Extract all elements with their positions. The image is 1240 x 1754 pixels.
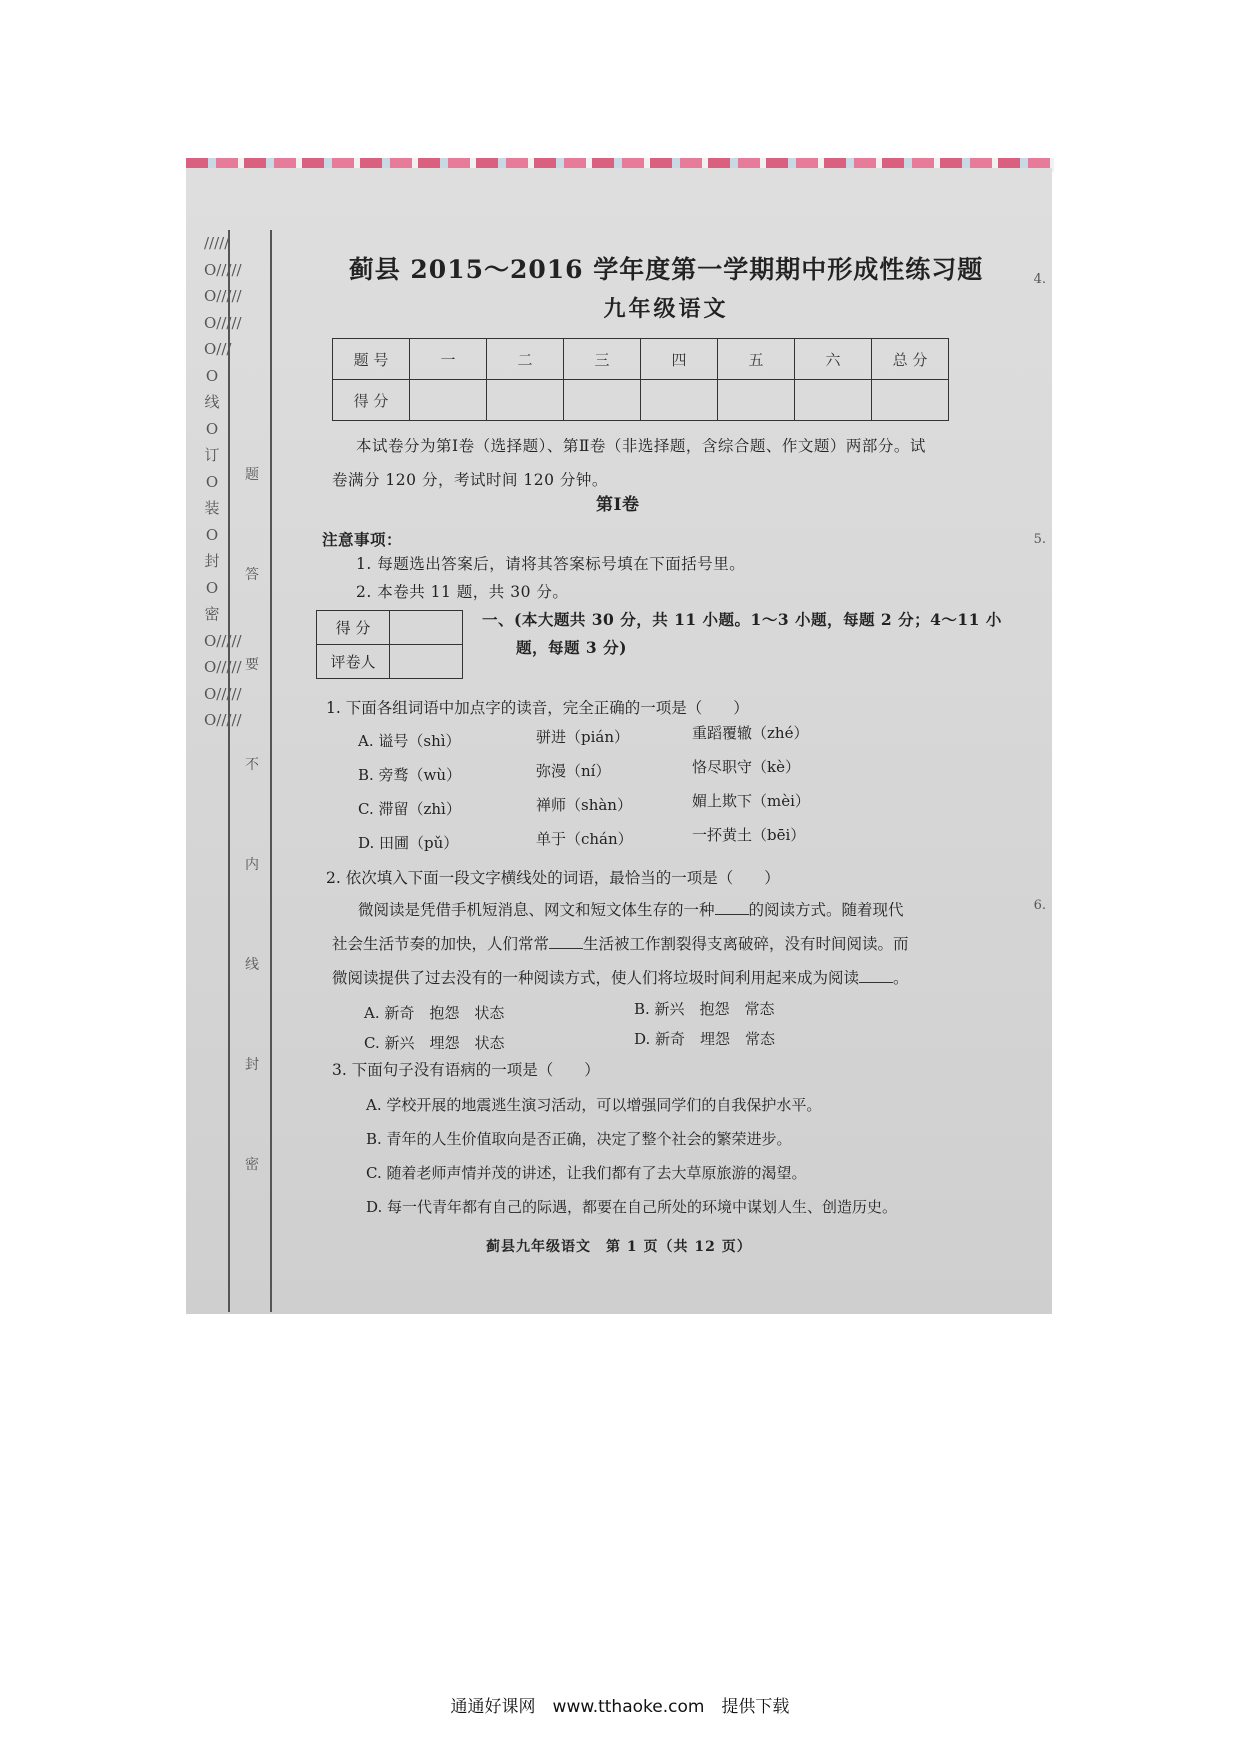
q1-option-a1: A. 谥号（shì） bbox=[358, 732, 461, 750]
part-one-header-line-2: 题，每题 3 分) bbox=[516, 638, 627, 657]
exam-title: 蓟县 2015～2016 学年度第一学期期中形成性练习题 bbox=[348, 255, 984, 284]
inner-seal-label-8: 密 bbox=[245, 1157, 259, 1173]
site-footer: 通通好课网 www.tthaoke.com 提供下载 bbox=[450, 1697, 790, 1717]
notice-title: 注意事项： bbox=[322, 530, 403, 549]
q1-option-d2: 单于（chán） bbox=[536, 830, 633, 848]
grader-name-label: 评卷人 bbox=[317, 645, 390, 679]
score-cell[interactable] bbox=[641, 380, 718, 421]
inner-seal-label-4: 不 bbox=[245, 757, 259, 773]
q2-option-b: B. 新兴 抱怨 常态 bbox=[634, 1000, 775, 1018]
inner-seal-label-1: 题 bbox=[245, 467, 259, 483]
q1-option-a3: 重蹈覆辙（zhé） bbox=[692, 724, 809, 742]
notice-item-1: 1. 每题选出答案后，请将其答案标号填在下面括号里。 bbox=[356, 555, 746, 573]
score-cell[interactable] bbox=[410, 380, 487, 421]
inner-seal-label-3: 要 bbox=[245, 657, 259, 673]
section-title: 第Ⅰ卷 bbox=[596, 495, 640, 515]
exam-paper-photo bbox=[186, 168, 1052, 1314]
part-one-header-line-1: 一、(本大题共 30 分，共 11 小题。1～3 小题，每题 2 分；4～11 小 bbox=[482, 610, 1002, 629]
score-col-total: 总 分 bbox=[872, 339, 949, 380]
q1-option-c1: C. 滞留（zhì） bbox=[358, 800, 461, 818]
q2-line3-part-b: 。 bbox=[893, 969, 909, 987]
q3-option-d: D. 每一代青年都有自己的际遇，都要在自己所处的环境中谋划人生、创造历史。 bbox=[366, 1198, 898, 1216]
score-col-5: 五 bbox=[718, 339, 795, 380]
q2-blank-1[interactable] bbox=[715, 900, 749, 915]
q2-passage-line-1 bbox=[358, 898, 904, 920]
score-cell[interactable] bbox=[718, 380, 795, 421]
intro-line-2: 卷满分 120 分，考试时间 120 分钟。 bbox=[332, 471, 608, 489]
next-page-marker-4: 4. bbox=[1033, 272, 1046, 287]
q2-line3-part-a: 微阅读提供了过去没有的一种阅读方式，使人们将垃圾时间利用起来成为阅读 bbox=[332, 969, 860, 987]
q2-stem: 2. 依次填入下面一段文字横线处的词语，最恰当的一项是（ ） bbox=[326, 869, 780, 887]
score-col-3: 三 bbox=[564, 339, 641, 380]
q2-option-c: C. 新兴 埋怨 状态 bbox=[364, 1034, 505, 1052]
inner-seal-label-7: 封 bbox=[245, 1057, 259, 1073]
q2-blank-2[interactable] bbox=[549, 934, 583, 949]
binding-line-outer bbox=[228, 230, 230, 1312]
score-cell[interactable] bbox=[795, 380, 872, 421]
q1-stem: 1. 下面各组词语中加点字的读音，完全正确的一项是（ ） bbox=[326, 699, 749, 717]
q1-option-d1: D. 田圃（pǔ） bbox=[358, 834, 459, 852]
exam-subtitle: 九年级语文 bbox=[603, 296, 729, 322]
next-page-marker-6: 6. bbox=[1033, 898, 1046, 913]
inner-seal-label-2: 答 bbox=[245, 567, 259, 583]
q1-option-c2: 禅师（shàn） bbox=[536, 796, 632, 814]
binding-margin bbox=[194, 230, 259, 1312]
intro-line-1: 本试卷分为第Ⅰ卷（选择题）、第Ⅱ卷（非选择题，含综合题、作文题）两部分。试 bbox=[356, 437, 926, 455]
score-cell[interactable] bbox=[564, 380, 641, 421]
q2-option-a: A. 新奇 抱怨 状态 bbox=[364, 1004, 505, 1022]
q2-passage-line-2 bbox=[332, 932, 909, 954]
q2-line2-part-b: 生活被工作割裂得支离破碎，没有时间阅读。而 bbox=[583, 935, 909, 953]
score-col-2: 二 bbox=[487, 339, 564, 380]
q3-option-a: A. 学校开展的地震逃生演习活动，可以增强同学们的自我保护水平。 bbox=[366, 1096, 822, 1114]
next-page-marker-5: 5. bbox=[1033, 532, 1046, 547]
q2-line2-part-a: 社会生活节奏的加快，人们常常 bbox=[332, 935, 550, 953]
binding-line-inner bbox=[270, 230, 272, 1312]
q1-option-d3: 一抔黄土（bēi） bbox=[692, 826, 806, 844]
grader-score-label: 得 分 bbox=[317, 611, 390, 645]
grader-score-cell[interactable] bbox=[390, 611, 463, 645]
q1-option-b1: B. 旁骛（wù） bbox=[358, 766, 462, 784]
q2-passage-line-3 bbox=[332, 966, 909, 988]
grader-name-cell[interactable] bbox=[390, 645, 463, 679]
q3-stem: 3. 下面句子没有语病的一项是（ ） bbox=[332, 1061, 600, 1079]
score-cell[interactable] bbox=[487, 380, 564, 421]
score-table bbox=[332, 338, 949, 421]
q3-option-b: B. 青年的人生价值取向是否正确，决定了整个社会的繁荣进步。 bbox=[366, 1130, 792, 1148]
score-col-6: 六 bbox=[795, 339, 872, 380]
grader-table bbox=[316, 610, 463, 679]
q3-option-c: C. 随着老师声情并茂的讲述，让我们都有了去大草原旅游的渴望。 bbox=[366, 1164, 807, 1182]
q1-option-b2: 弥漫（ní） bbox=[536, 762, 611, 780]
score-table-header-label: 题 号 bbox=[333, 339, 410, 380]
score-col-1: 一 bbox=[410, 339, 487, 380]
score-cell-total[interactable] bbox=[872, 380, 949, 421]
notice-item-2: 2. 本卷共 11 题，共 30 分。 bbox=[356, 583, 569, 601]
q1-option-a2: 骈进（pián） bbox=[536, 728, 630, 746]
q1-option-b3: 恪尽职守（kè） bbox=[692, 758, 800, 776]
score-col-4: 四 bbox=[641, 339, 718, 380]
q2-line1-part-a: 微阅读是凭借手机短消息、网文和短文体生存的一种 bbox=[358, 901, 715, 919]
q1-option-c3: 媚上欺下（mèi） bbox=[692, 792, 810, 810]
page-number: 蓟县九年级语文 第 1 页（共 12 页） bbox=[486, 1239, 752, 1255]
inner-seal-label-5: 内 bbox=[245, 857, 259, 873]
seal-line-text: /////O/////O/////O/////O///O线O订O装O封O密O/////O/////O/////O///// bbox=[204, 234, 242, 729]
inner-seal-label-6: 线 bbox=[245, 957, 259, 973]
score-row-label: 得 分 bbox=[333, 380, 410, 421]
q2-blank-3[interactable] bbox=[859, 968, 893, 983]
q2-option-d: D. 新奇 埋怨 常态 bbox=[634, 1030, 776, 1048]
q2-line1-part-b: 的阅读方式。随着现代 bbox=[748, 901, 904, 919]
